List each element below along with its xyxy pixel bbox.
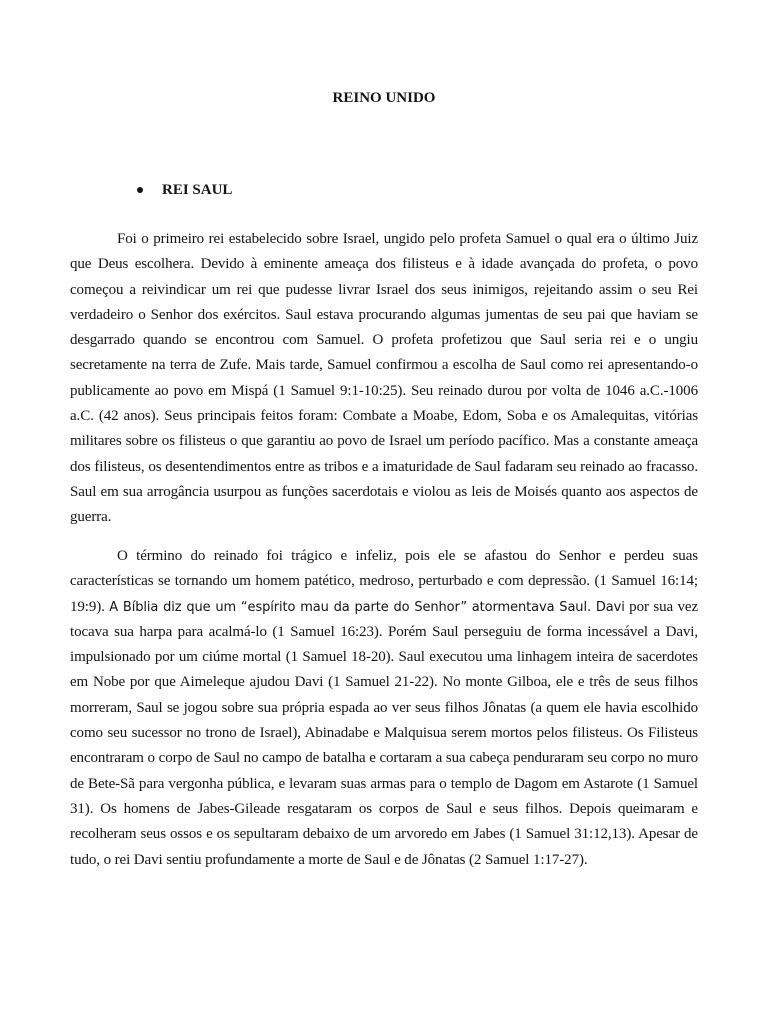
paragraph-2-text-end: por sua vez tocava sua harpa para acalmá-lo (1 Samuel 16:23). Porém Saul perseguiu de forma incessável a Davi, impulsionado por um ciúme mortal (1 Samuel 18-20). Saul executou uma linhagem inteira de sacerdotes em Nobe por que Aimeleque ajudou Davi (1 Samuel 21-22). No monte Gilboa, ele e três de seus filhos morreram, Saul se jogou sobre sua própria espada ao ver seus filhos Jônatas (a quem ele havia escolhido como seu sucessor no trono de Israel), Abinadabe e Malquisua serem mortos pelos filisteus. Os Filisteus encontraram o corpo de Saul no campo de batalha e cortaram a sua cabeça penduraram seu corpo no muro de Bete-Sã para vergonha pública, e levaram suas armas para o templo de Dagom em Astarote (1 Samuel 31). Os homens de Jabes-Gileade resgataram os corpos de Saul e seus filhos. Depois queimaram e recolheram seus ossos e os sepultaram debaixo de um arvoredo em Jabes (1 Samuel 31:12,13). Apesar de tudo, o rei Davi sentiu profundamente a morte de Saul e de Jônatas (2 Samuel 1:17-27). <box>70 598 698 868</box>
paragraph-2-quote: A Bíblia diz que um “espírito mau da parte do Senhor” atormentava Saul. Davi <box>109 599 625 615</box>
document-title: REINO UNIDO <box>332 90 436 106</box>
section-heading-text: REI SAUL <box>162 182 233 198</box>
bullet-icon <box>137 187 143 193</box>
paragraph-1: Foi o primeiro rei estabelecido sobre Israel, ungido pelo profeta Samuel o qual era o último Juiz que Deus escolhera. Devido à eminente ameaça dos filisteus e à idade avançada do profeta, o povo começou a reivindicar um rei que pudesse livrar Israel dos seus inimigos, rejeitando assim o seu Rei verdadeiro o Senhor dos exércitos. Saul estava procurando algumas jumentas de seu pai que haviam se desgarrado quando se encontrou com Samuel. O profeta profetizou que Saul seria rei e o ungiu secretamente na terra de Zufe. Mais tarde, Samuel confirmou a escolha de Saul como rei apresentando-o publicamente ao povo em Mispá (1 Samuel 9:1-10:25). Seu reinado durou por volta de 1046 a.C.-1006 a.C. (42 anos). Seus principais feitos foram: Combate a Moabe, Edom, Soba e os Amalequitas, vitórias militares sobre os filisteus o que garantiu ao povo de Israel um período pacífico. Mas a constante ameaça dos filisteus, os desentendimentos entre as tribos e a imaturidade de Saul fadaram seu reinado ao fracasso. Saul em sua arrogância usurpou as funções sacerdotais e violou as leis de Moisés quanto aos aspectos de guerra. <box>70 231 698 526</box>
paragraph-2-text-start: O término do reinado foi trágico e infeliz, pois ele se afastou do Senhor e perdeu suas características se tornando um homem patético, medroso, perturbado e com depressão. (1 Samuel 16:14; 19:9). <box>70 548 698 615</box>
paragraph-2 <box>70 544 698 873</box>
section-heading <box>137 181 232 199</box>
